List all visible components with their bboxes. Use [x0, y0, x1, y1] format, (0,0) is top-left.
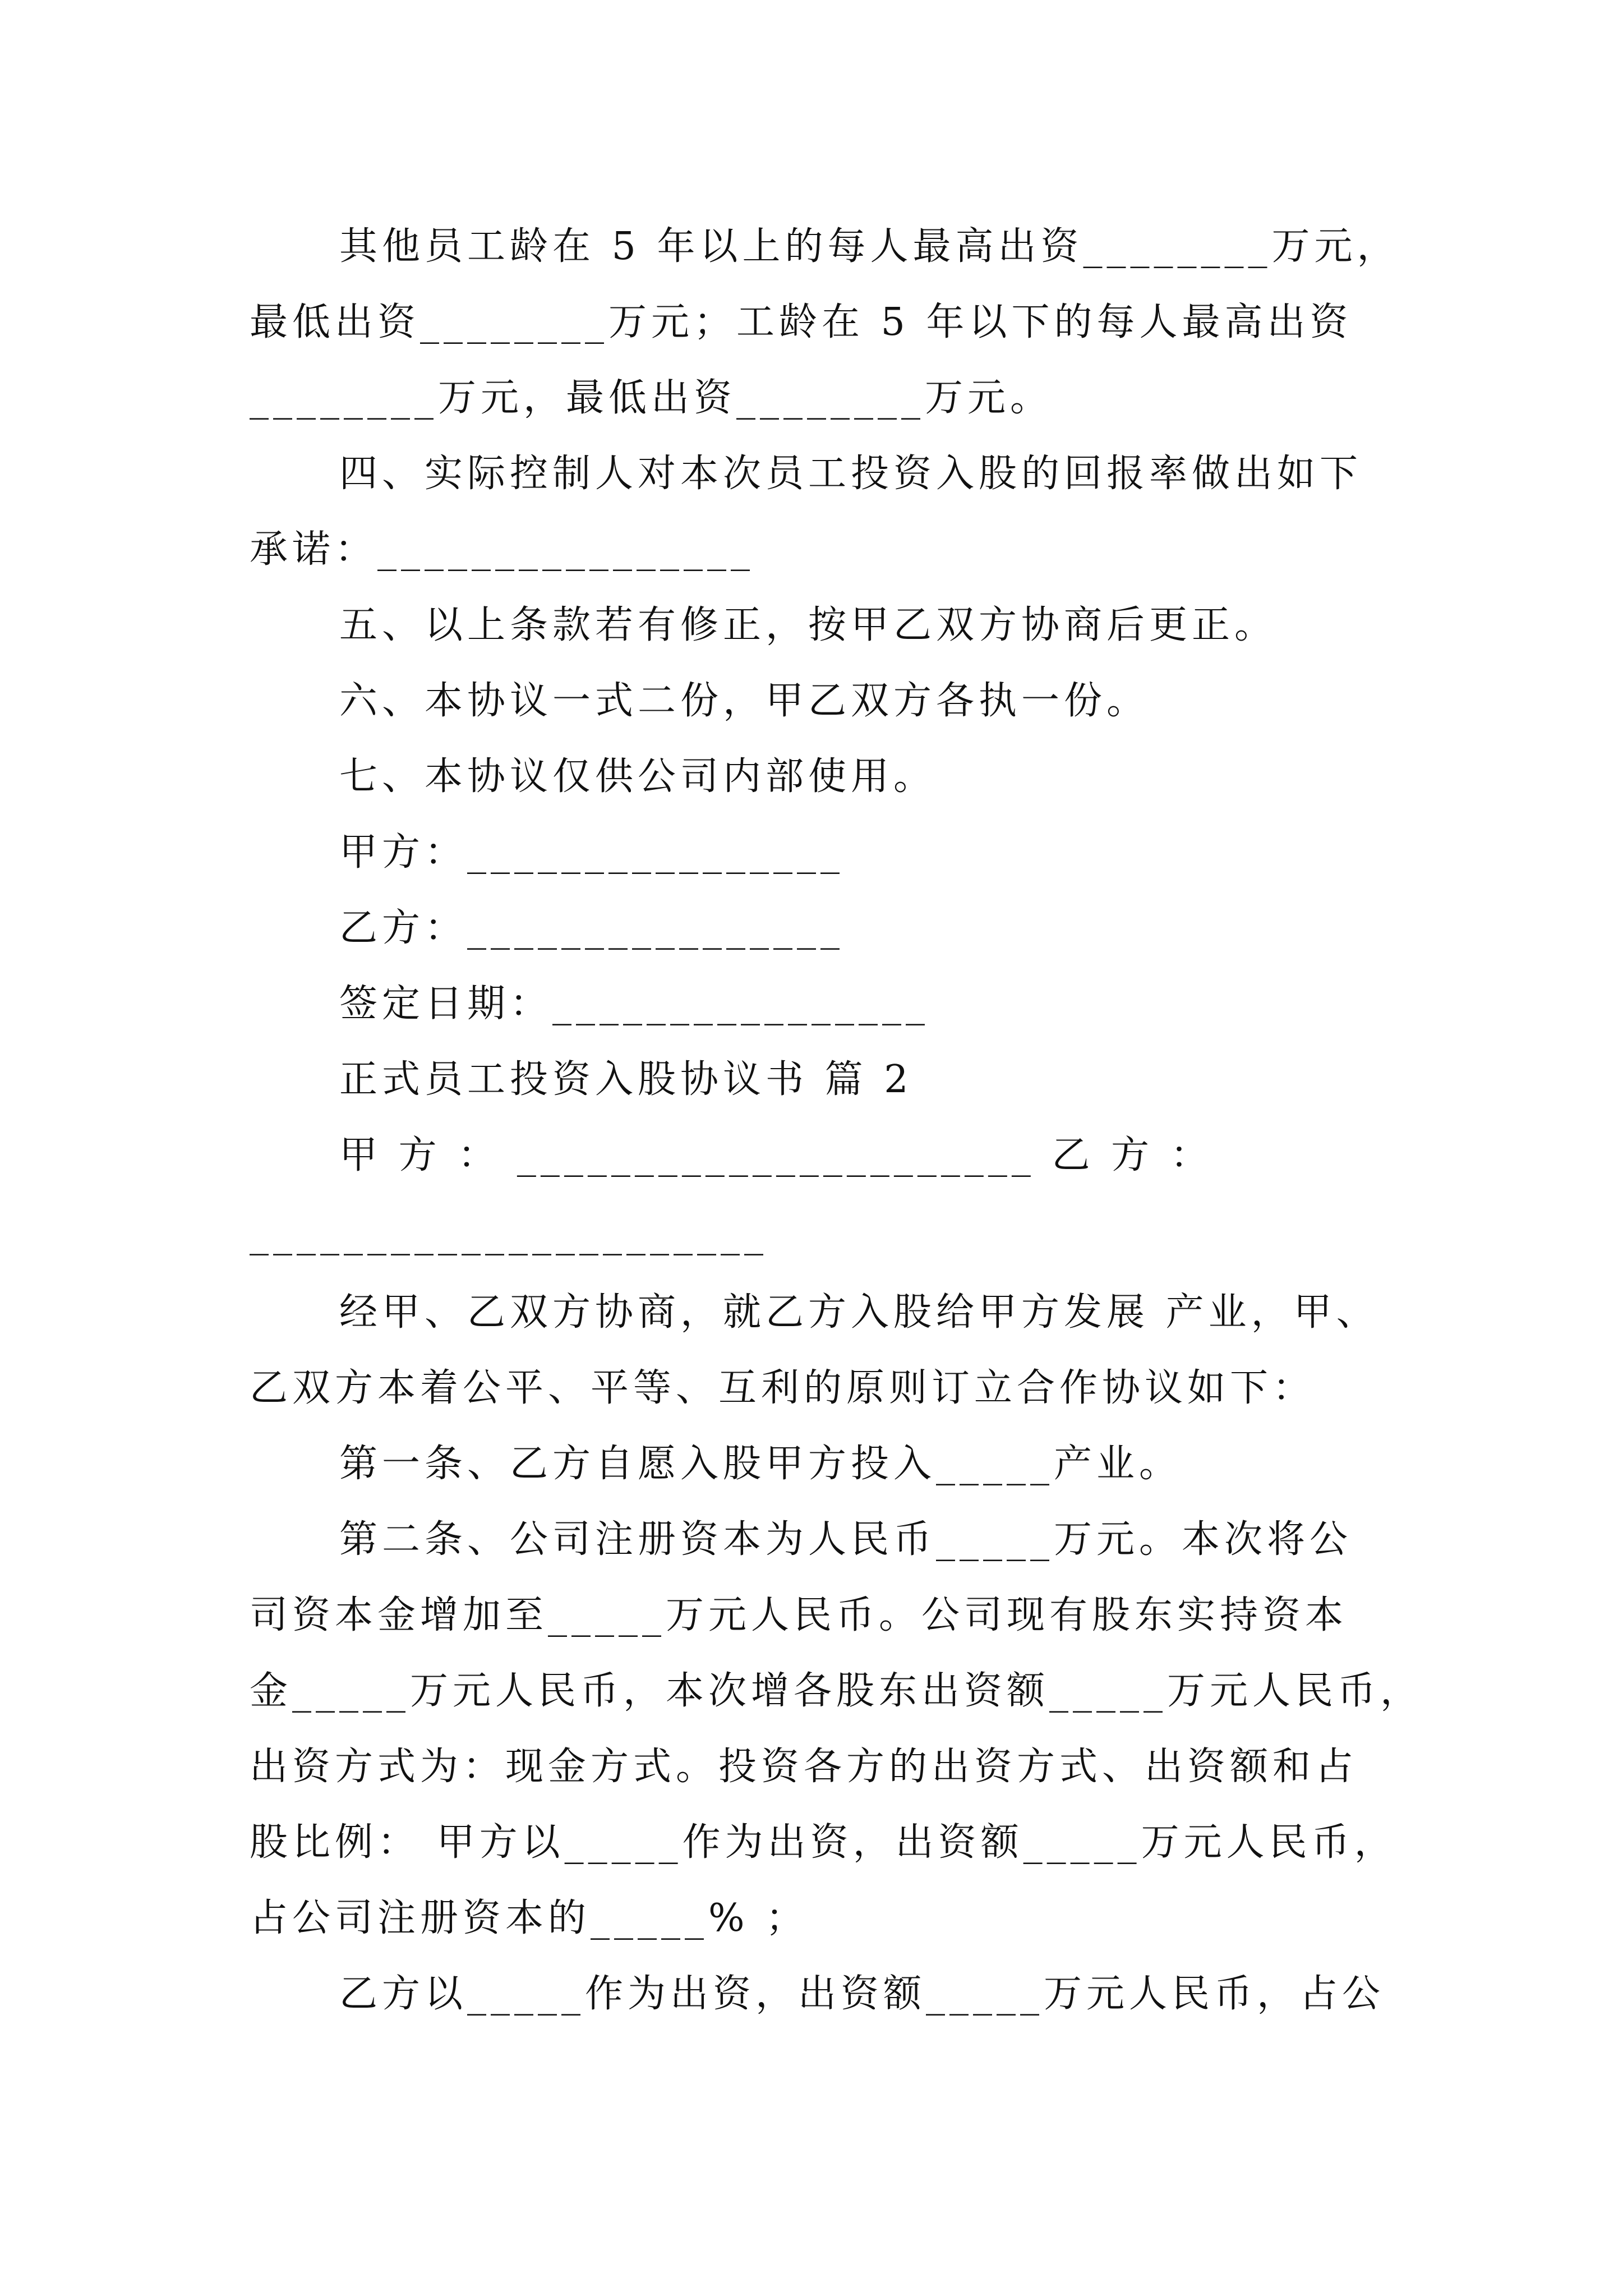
paragraph-line: 四、实际控制人对本次员工投资入股的回报率做出如下	[339, 452, 1363, 496]
paragraph-line: 占公司注册资本的_____% ；	[250, 1896, 809, 1940]
article-line: 第二条、公司注册资本为人民币_____万元。本次将公	[339, 1517, 1353, 1562]
paragraph-line: 最低出资________万元；工龄在 5 年以下的每人最高出资	[250, 300, 1353, 344]
paragraph-line: 五、以上条款若有修正，按甲乙双方协商后更正。	[339, 603, 1278, 647]
paragraph-line: 其他员工龄在 5 年以上的每人最高出资________万元，	[339, 224, 1400, 269]
parties-line: 甲 方 ： ______________________ 乙 方 ：	[339, 1133, 1213, 1177]
parties-line-continuation: ______________________	[250, 1212, 768, 1256]
section-heading: 正式员工投资入股协议书 篇 2	[339, 1057, 913, 1102]
paragraph-line: 乙方以_____作为出资，出资额_____万元人民币，占公	[339, 1972, 1385, 2016]
paragraph-line: 七、本协议仅供公司内部使用。	[339, 754, 937, 799]
paragraph-line: 乙双方本着公平、平等、互利的原则订立合作协议如下：	[250, 1366, 1316, 1410]
signing-date-line: 签定日期：________________	[339, 982, 930, 1026]
signature-line-party-b: 乙方：________________	[339, 906, 845, 950]
paragraph-line: 金_____万元人民币，本次增各股东出资额_____万元人民币，	[250, 1669, 1423, 1713]
paragraph-line: 司资本金增加至_____万元人民币。公司现有股东实持资本	[250, 1593, 1348, 1637]
paragraph-line: 六、本协议一式二份，甲乙双方各执一份。	[339, 679, 1150, 723]
article-line: 第一条、乙方自愿入股甲方投入_____产业。	[339, 1442, 1182, 1486]
paragraph-line: 经甲、乙双方协商，就乙方入股给甲方发展 产业，甲、	[339, 1290, 1379, 1335]
paragraph-line: ________万元，最低出资________万元。	[250, 376, 1053, 420]
paragraph-line: 出资方式为：现金方式。投资各方的出资方式、出资额和占	[250, 1745, 1358, 1789]
paragraph-line: 承诺：________________	[250, 527, 755, 572]
paragraph-line: 股比例： 甲方以_____作为出资，出资额_____万元人民币，	[250, 1820, 1397, 1865]
signature-line-party-a: 甲方：________________	[339, 830, 845, 875]
